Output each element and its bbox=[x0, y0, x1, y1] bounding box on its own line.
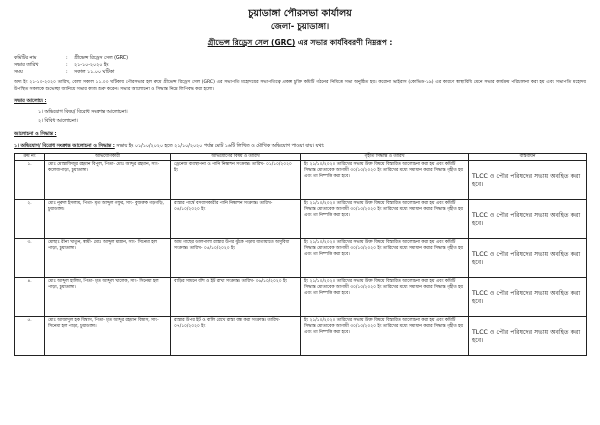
cell-serial: ৪. bbox=[15, 278, 45, 317]
cell-decision: ইং ২১/১০/২০২০ তারিখের সভায় উক্ত বিষয়ে বিস্তারিত আলোচনা করা হয় এবং কমিটি সিদ্ধান্ত মোতাবেক আগামী ৩০/১০/২০২০ ইং তারিখের মধ্যে সমাধান করার সিদ্ধান্ত গৃহীত হয় এবং তা নিষ্পত্তি করা হবে। bbox=[301, 239, 469, 278]
table-row bbox=[15, 317, 587, 356]
cell-serial: ৩. bbox=[15, 239, 45, 278]
table-row bbox=[15, 278, 587, 317]
cell-complainant: মোঃ আব্দুল হালিম, পিতা- মৃত আব্দুল খালেক, সাং- সিনেমা হল পাড়া, চুয়াডাঙ্গা। bbox=[45, 278, 171, 317]
meta-key: সভার তারিখ bbox=[14, 63, 39, 69]
agenda-item: ২। বিবিধ আলোচনা। bbox=[38, 119, 78, 124]
header-complainant: অভিযোগকারী bbox=[45, 153, 171, 160]
meta-key: সময় bbox=[14, 70, 23, 76]
header-action: বাস্তবায়ন bbox=[469, 153, 587, 160]
district-title: জেলা- চুয়াডাঙ্গা। bbox=[270, 21, 330, 32]
item-text: সভায় ইং ০১/১০/২০২০ হতে ২১/১০/২০২০ পর্যন্ত মোট ১৬টি লিখিত ও মৌখিক অভিযোগ পাওয়া যায়। যথা: bbox=[114, 143, 325, 149]
cell-serial: ১. bbox=[15, 161, 45, 200]
intro-paragraph: অদ্য ইং ২১-১০-২০২০ তারিখ, বেলা সকাল ১১.০০ ঘটিকায় পৌরসভার হল রুমে গ্রীভেন্স রিড্রেস সেল (GRC) এর সভাপতি মহোদয়ের সভাপতিত্বে প্রকল্প চুক্তি কমিটি গঠনের নিমিত্তে সভা অনুষ্ঠিত হয়। করোনা ভাইরাস (কোভিড-১৯) এর কারণে স্বাস্থ্যবিধি মেনে সভার কার্যক্রম পরিচালনা করা হয় এবং সভাপতি মহোদয় উপস্থিত সকলকে শুভেচ্ছা জানিয়ে সভার কাজ শুরু করেন। সভার আলোচনা ও সিদ্ধান্ত নিম্নে লিপিবদ্ধ করা হলো। bbox=[14, 80, 586, 93]
meta-colon: : bbox=[66, 55, 68, 61]
header-serial: ক্রম নং bbox=[15, 153, 45, 160]
table-row bbox=[15, 161, 587, 200]
agenda-list bbox=[38, 109, 586, 126]
item-title: ১। অভিযোগ/ বিরোধ সংক্রান্ত আলোচনা ও সিদ্ধান্ত : bbox=[14, 143, 115, 149]
table-row bbox=[15, 239, 587, 278]
cell-serial: ২. bbox=[15, 200, 45, 239]
meta-row-time bbox=[14, 69, 586, 76]
minutes-title-suffix: এর সভার কার্যবিবরণী নিম্নরূপ : bbox=[295, 37, 393, 47]
cell-subject: রাস্তার পার্শ্বে বসবাসকারীর পানি নিষ্কাশন সংক্রান্ত। তারিখ- ০৪/১০/২০২০ ইং bbox=[171, 200, 301, 239]
office-title: চুয়াডাঙ্গা পৌরসভা কার্যালয় bbox=[248, 8, 352, 19]
cell-serial: ৫. bbox=[15, 317, 45, 356]
meta-colon: : bbox=[66, 63, 68, 69]
cell-complainant: মোঃ মোস্তাফিজুর রহমান বিপুল, পিতা- মোঃ আব্দুর রহমান, সাং- কলেজপাড়া, চুয়াডাঙ্গা। bbox=[45, 161, 171, 200]
agenda-item: ১। অভিযোগ বিষয়/ বিরোধ সংক্রান্ত আলোচনা। bbox=[38, 110, 128, 116]
cell-subject: রাস্তার উপর ইট ও বালি রেখে রাস্তা বন্ধ করা সংক্রান্ত। তারিখ- ০৭/১০/২০২০ ইং bbox=[171, 317, 301, 356]
cell-action: TLCC ও পৌর পরিষদের সভায় অবহিত করা হবে। bbox=[469, 317, 587, 356]
meta-value: সকাল ১১.০০ ঘটিকা bbox=[74, 70, 115, 76]
cell-complainant: মোঃ নূরুল ইসলাম, পিতা- মৃত আব্দুল গফুর, সাং- বুজরুক গড়গড়ি, চুয়াডাঙ্গা। bbox=[45, 200, 171, 239]
table-row bbox=[15, 200, 587, 239]
discussion-title: আলোচনা ও সিদ্ধান্ত : bbox=[14, 131, 57, 137]
cell-decision: ইং ২১/১০/২০২০ তারিখের সভায় উক্ত বিষয়ে বিস্তারিত আলোচনা করা হয় এবং কমিটি সিদ্ধান্ত মোতাবেক আগামী ৩০/১০/২০২০ ইং তারিখের মধ্যে সমাধান করার সিদ্ধান্ত গৃহীত হয় এবং তা নিষ্পত্তি করা হবে। bbox=[301, 161, 469, 200]
agenda-title: সভার আলোচ্য : bbox=[14, 99, 47, 105]
cell-decision: ইং ২১/১০/২০২০ তারিখের সভায় উক্ত বিষয়ে বিস্তারিত আলোচনা করা হয় এবং কমিটি সিদ্ধান্ত মোতাবেক আগামী ৩০/১০/২০২০ ইং তারিখের মধ্যে সমাধান করার সিদ্ধান্ত গৃহীত হয় এবং তা নিষ্পত্তি করা হবে। bbox=[301, 200, 469, 239]
document-header bbox=[14, 8, 586, 47]
meeting-meta bbox=[14, 55, 586, 77]
minutes-title bbox=[14, 38, 586, 47]
cell-subject: ড্রেনেজ ব্যবস্থাপনা ও পানি নিষ্কাশন সংক্রান্ত। তারিখ- ০১/১০/২০২০ ইং bbox=[171, 161, 301, 200]
header-subject: অভিযোগের বিষয় ও তারিখ bbox=[171, 153, 301, 160]
cell-action: TLCC ও পৌর পরিষদের সভায় অবহিত করা হবে। bbox=[469, 200, 587, 239]
meta-row-committee bbox=[14, 55, 586, 62]
minutes-title-cell: গ্রীভেন্স রিড্রেস সেল (GRC) bbox=[207, 37, 296, 47]
cell-action: TLCC ও পৌর পরিষদের সভায় অবহিত করা হবে। bbox=[469, 161, 587, 200]
cell-complainant: মোঃ আজাদুল হক বিশ্বাস, পিতা- মৃত আব্দুর রহমান বিশ্বাস, সাং- সিনেমা হল পাড়া, চুয়াডাঙ্গা। bbox=[45, 317, 171, 356]
item-heading bbox=[14, 144, 586, 150]
meta-row-date bbox=[14, 62, 586, 69]
table-header-row bbox=[15, 153, 587, 160]
meta-value: ২১-১০-২০২০ ইং bbox=[74, 63, 109, 69]
meta-value: গ্রীভেন্স রিড্রেস সেল (GRC) bbox=[74, 55, 129, 61]
complaints-table bbox=[14, 153, 587, 356]
meta-colon: : bbox=[66, 70, 68, 76]
cell-action: TLCC ও পৌর পরিষদের সভায় অবহিত করা হবে। bbox=[469, 239, 587, 278]
meta-key: কমিটির নাম bbox=[14, 55, 37, 61]
cell-decision: ইং ২১/১০/২০২০ তারিখের সভায় উক্ত বিষয়ে বিস্তারিত আলোচনা করা হয় এবং কমিটি সিদ্ধান্ত মোতাবেক আগামী ৩০/১০/২০২০ ইং তারিখের মধ্যে সমাধান করার সিদ্ধান্ত গৃহীত হয় এবং তা নিষ্পত্তি করা হবে। bbox=[301, 278, 469, 317]
cell-subject: বাড়ির সামনে বাঁশ ও ইট রাখা সংক্রান্ত। তারিখ- ০৬/১০/২০২০ ইং bbox=[171, 278, 301, 317]
header-decision: গৃহীত সিদ্ধান্ত ও তারিখ bbox=[301, 153, 469, 160]
cell-complainant: মোছাঃ রীনা খাতুন, স্বামী- মোঃ আব্দুল মান্নান, সাং- সিনেমা হল পাড়া, চুয়াডাঙ্গা। bbox=[45, 239, 171, 278]
cell-subject: আম গাছের ডালপালা রাস্তার উপর ঝুঁকে পড়ায় যাতায়াতে অসুবিধা সংক্রান্ত। তারিখ- ০৫/১০/২০২০ ইং bbox=[171, 239, 301, 278]
cell-decision: ইং ২১/১০/২০২০ তারিখের সভায় উক্ত বিষয়ে বিস্তারিত আলোচনা করা হয় এবং কমিটি সিদ্ধান্ত মোতাবেক আগামী ৩০/১০/২০২০ ইং তারিখের মধ্যে সমাধান করার সিদ্ধান্ত গৃহীত হয় এবং তা নিষ্পত্তি করা হবে। bbox=[301, 317, 469, 356]
cell-action: TLCC ও পৌর পরিষদের সভায় অবহিত করা হবে। bbox=[469, 278, 587, 317]
